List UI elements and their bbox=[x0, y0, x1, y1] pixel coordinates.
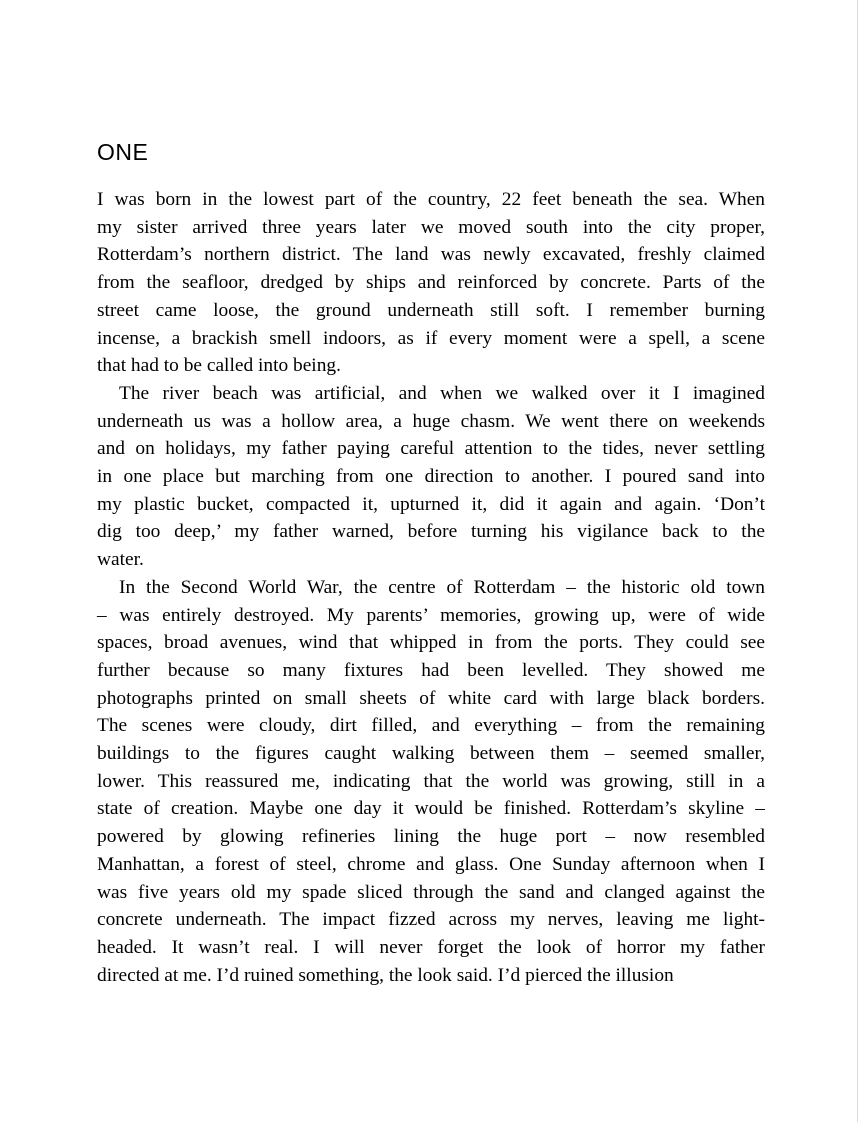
text-line: In the Second World War, the centre of Rotterdam – the historic old town bbox=[119, 576, 765, 598]
page-edge-divider bbox=[857, 0, 858, 1122]
text-line: Rotterdam’s northern district. The land was newly excavated, freshly claimed bbox=[97, 244, 765, 266]
text-line: my sister arrived three years later we moved south into the city proper, bbox=[97, 216, 765, 238]
text-line: buildings to the figures caught walking between them – seemed smaller, bbox=[97, 743, 765, 765]
text-line: headed. It wasn’t real. I will never forget the look of horror my father bbox=[97, 936, 765, 958]
text-line: dig too deep,’ my father warned, before turning his vigilance back to the bbox=[97, 521, 765, 543]
text-line: that had to be called into being. bbox=[97, 355, 341, 377]
chapter-heading: ONE bbox=[97, 139, 149, 165]
text-line: The river beach was artificial, and when we walked over it I imagined bbox=[119, 382, 765, 404]
text-line: street came loose, the ground underneath still soft. I remember burning bbox=[97, 299, 765, 321]
text-line: – was entirely destroyed. My parents’ memories, growing up, were of wide bbox=[97, 604, 765, 626]
body-text bbox=[97, 186, 765, 989]
text-line: my plastic bucket, compacted it, upturned it, did it again and again. ‘Don’t bbox=[97, 493, 765, 515]
text-line: water. bbox=[97, 549, 144, 571]
text-line: I was born in the lowest part of the country, 22 feet beneath the sea. When bbox=[97, 189, 765, 210]
text-line: further because so many fixtures had been levelled. They showed me bbox=[97, 659, 765, 681]
text-line: in one place but marching from one direction to another. I poured sand into bbox=[97, 466, 765, 488]
text-line: photographs printed on small sheets of white card with large black borders. bbox=[97, 687, 765, 709]
page-content bbox=[97, 139, 765, 989]
text-line: concrete underneath. The impact fizzed across my nerves, leaving me light- bbox=[97, 909, 765, 931]
text-line: underneath us was a hollow area, a huge chasm. We went there on weekends bbox=[97, 410, 765, 432]
text-line: lower. This reassured me, indicating that the world was growing, still in a bbox=[97, 770, 765, 792]
text-line: state of creation. Maybe one day it would be finished. Rotterdam’s skyline – bbox=[97, 798, 765, 820]
text-line: was five years old my spade sliced through the sand and clanged against the bbox=[97, 881, 765, 903]
text-line: directed at me. I’d ruined something, the look said. I’d pierced the illusion bbox=[97, 964, 674, 986]
text-line: spaces, broad avenues, wind that whipped in from the ports. They could see bbox=[97, 632, 765, 654]
text-line: Manhattan, a forest of steel, chrome and glass. One Sunday afternoon when I bbox=[97, 853, 765, 875]
text-line: and on holidays, my father paying careful attention to the tides, never settling bbox=[97, 438, 765, 460]
text-line: from the seafloor, dredged by ships and reinforced by concrete. Parts of the bbox=[97, 272, 765, 294]
text-line: powered by glowing refineries lining the huge port – now resembled bbox=[97, 826, 765, 848]
text-line: The scenes were cloudy, dirt filled, and everything – from the remaining bbox=[97, 715, 765, 737]
text-line: incense, a brackish smell indoors, as if every moment were a spell, a scene bbox=[97, 327, 765, 349]
